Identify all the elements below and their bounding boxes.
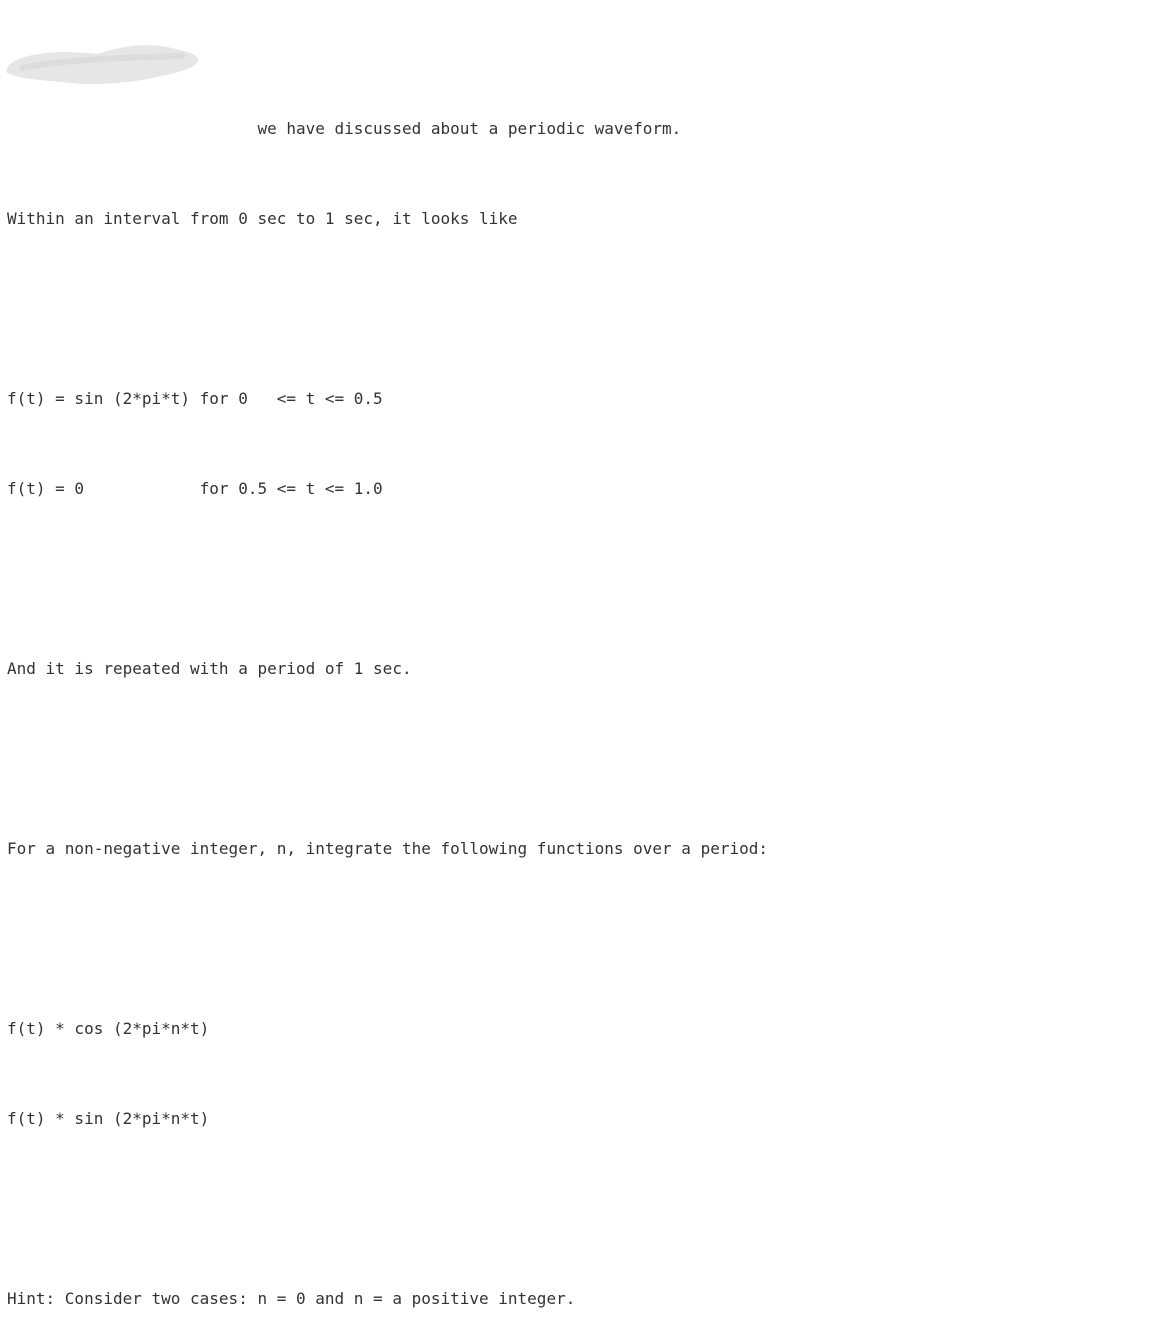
blank-line — [7, 1194, 768, 1224]
blank-line — [7, 924, 768, 954]
interval-line: Within an interval from 0 sec to 1 sec, it looks like — [7, 209, 518, 228]
hint-line: Hint: Consider two cases: n = 0 and n = a positive integer. — [7, 1289, 576, 1308]
integrand-cos-line: f(t) * cos (2*pi*n*t) — [7, 1019, 210, 1038]
blank-line — [7, 294, 768, 324]
intro-line: we have discussed about a periodic waveform. — [7, 119, 682, 138]
period-line: And it is repeated with a period of 1 sec. — [7, 659, 412, 678]
problem-text — [7, 54, 768, 1344]
definition-line-1: f(t) = sin (2*pi*t) for 0 <= t <= 0.5 — [7, 389, 383, 408]
blank-line — [7, 744, 768, 774]
task-line: For a non-negative integer, n, integrate the following functions over a period: — [7, 839, 768, 858]
blank-line — [7, 564, 768, 594]
integrand-sin-line: f(t) * sin (2*pi*n*t) — [7, 1109, 210, 1128]
definition-line-2: f(t) = 0 for 0.5 <= t <= 1.0 — [7, 479, 383, 498]
